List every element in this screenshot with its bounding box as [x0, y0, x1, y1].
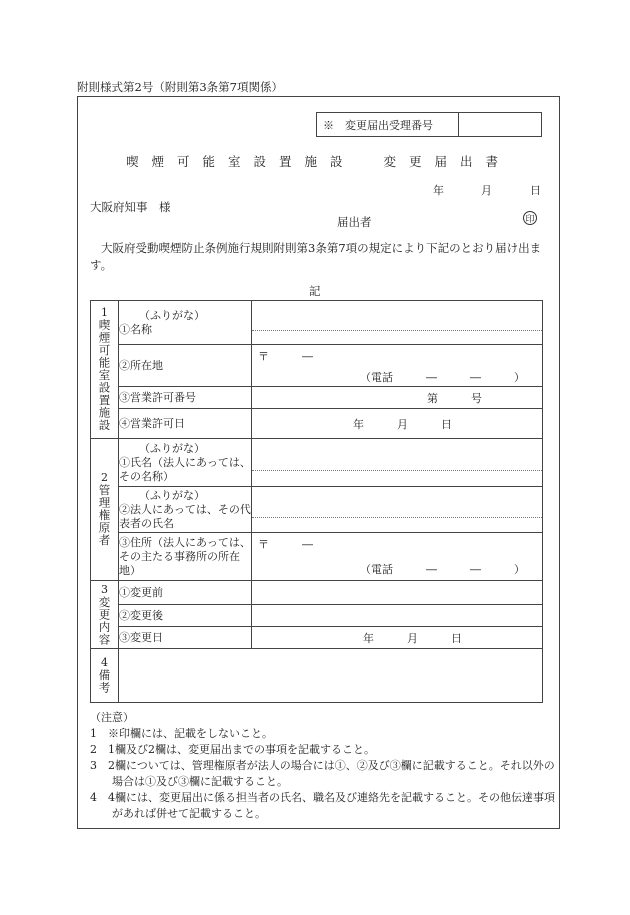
section-3-number: 3: [101, 582, 108, 596]
owner-name-label: [119, 439, 252, 487]
note-item: 2 1欄及び2欄は、変更届出までの事項を記載すること。: [90, 743, 375, 756]
permit-date-label: ④営業許可日: [119, 409, 252, 439]
rep-name-field[interactable]: [252, 487, 543, 533]
form-table: [90, 300, 543, 703]
change-after-field[interactable]: [252, 605, 543, 627]
phone-label: （電話 ― ― ）: [360, 563, 525, 576]
rep-name-label: [119, 487, 252, 533]
furigana-label: （ふりがな）: [139, 441, 205, 455]
change-before-label: ①変更前: [119, 581, 252, 605]
title-facility: 喫煙可能室設置施設: [125, 154, 356, 169]
change-before-field[interactable]: [252, 581, 543, 605]
owner-name-field[interactable]: [252, 439, 543, 487]
postal-mark: 〒 ―: [258, 350, 313, 363]
owner-name-text: ①氏名（法人にあっては、その名称）: [119, 455, 251, 483]
remarks-field[interactable]: [119, 649, 543, 703]
date-year: 年: [433, 184, 444, 197]
ki-heading: 記: [309, 284, 321, 298]
section-2-header: [91, 439, 119, 581]
notifier-label: 届出者: [337, 215, 372, 229]
note-item: 3 2欄については、管理権原者が法人の場合には①、②及び③欄に記載すること。それ以外の場合は①及び③欄に記載すること。: [90, 759, 555, 788]
note-item: 4 4欄には、変更届出に係る担当者の氏名、職名及び連絡先を記載すること。その他伝達事項があれば併せて記載すること。: [90, 791, 555, 820]
permit-date-field[interactable]: 年 月 日: [252, 409, 543, 439]
notes: [90, 710, 555, 822]
seal-mark: 印: [523, 211, 537, 225]
section-4-title: 備考: [97, 669, 112, 694]
furigana-label: （ふりがな）: [139, 308, 205, 322]
phone-label: （電話 ― ― ）: [360, 371, 525, 384]
form-number-label: 附則様式第2号（附則第3条第7項関係）: [77, 80, 283, 94]
permit-number-label: ③営業許可番号: [119, 387, 252, 409]
title-notification: 変更届出書: [383, 154, 512, 169]
section-4-header: [91, 649, 119, 703]
facility-name-field[interactable]: [252, 301, 543, 345]
postal-mark: 〒 ―: [258, 538, 313, 551]
change-after-label: ②変更後: [119, 605, 252, 627]
date-month: 月: [481, 184, 492, 197]
owner-address-field[interactable]: [252, 533, 543, 581]
permit-number-field[interactable]: 第 号: [252, 387, 543, 409]
document-title: [77, 152, 560, 170]
section-2-title: 管理権原者: [97, 484, 112, 547]
facility-address-label: ②所在地: [119, 345, 252, 387]
section-4-number: 4: [101, 656, 108, 669]
section-1-header: [91, 301, 119, 439]
name-label: ①名称: [119, 322, 152, 336]
notes-header: （注意）: [90, 711, 134, 724]
section-1-number: 1: [101, 306, 108, 320]
section-2-number: 2: [101, 471, 108, 485]
section-3-title: 変更内容: [97, 595, 112, 646]
receipt-number-box: [316, 112, 542, 137]
receipt-number-field[interactable]: [459, 113, 541, 136]
section-1-title: 喫煙可能室設置施設: [97, 319, 112, 432]
owner-address-label: ③住所（法人にあっては、その主たる事務所の所在地）: [119, 533, 252, 581]
facility-name-label: [119, 301, 252, 345]
facility-address-field[interactable]: [252, 345, 543, 387]
rep-name-text: ②法人にあっては、その代表者の氏名: [119, 502, 251, 530]
addressee: 大阪府知事 様: [90, 200, 171, 214]
intro-text: 大阪府受動喫煙防止条例施行規則附則第3条第7項の規定により下記のとおり届け出ます。: [90, 241, 542, 272]
change-date-label: ③変更日: [119, 627, 252, 649]
receipt-number-label: ※ 変更届出受理番号: [317, 113, 459, 136]
change-date-field[interactable]: 年 月 日: [252, 627, 543, 649]
section-3-header: [91, 581, 119, 649]
note-item: 1 ※印欄には、記載をしないこと。: [90, 727, 273, 740]
furigana-label: （ふりがな）: [139, 488, 205, 502]
date-day: 日: [530, 184, 541, 197]
